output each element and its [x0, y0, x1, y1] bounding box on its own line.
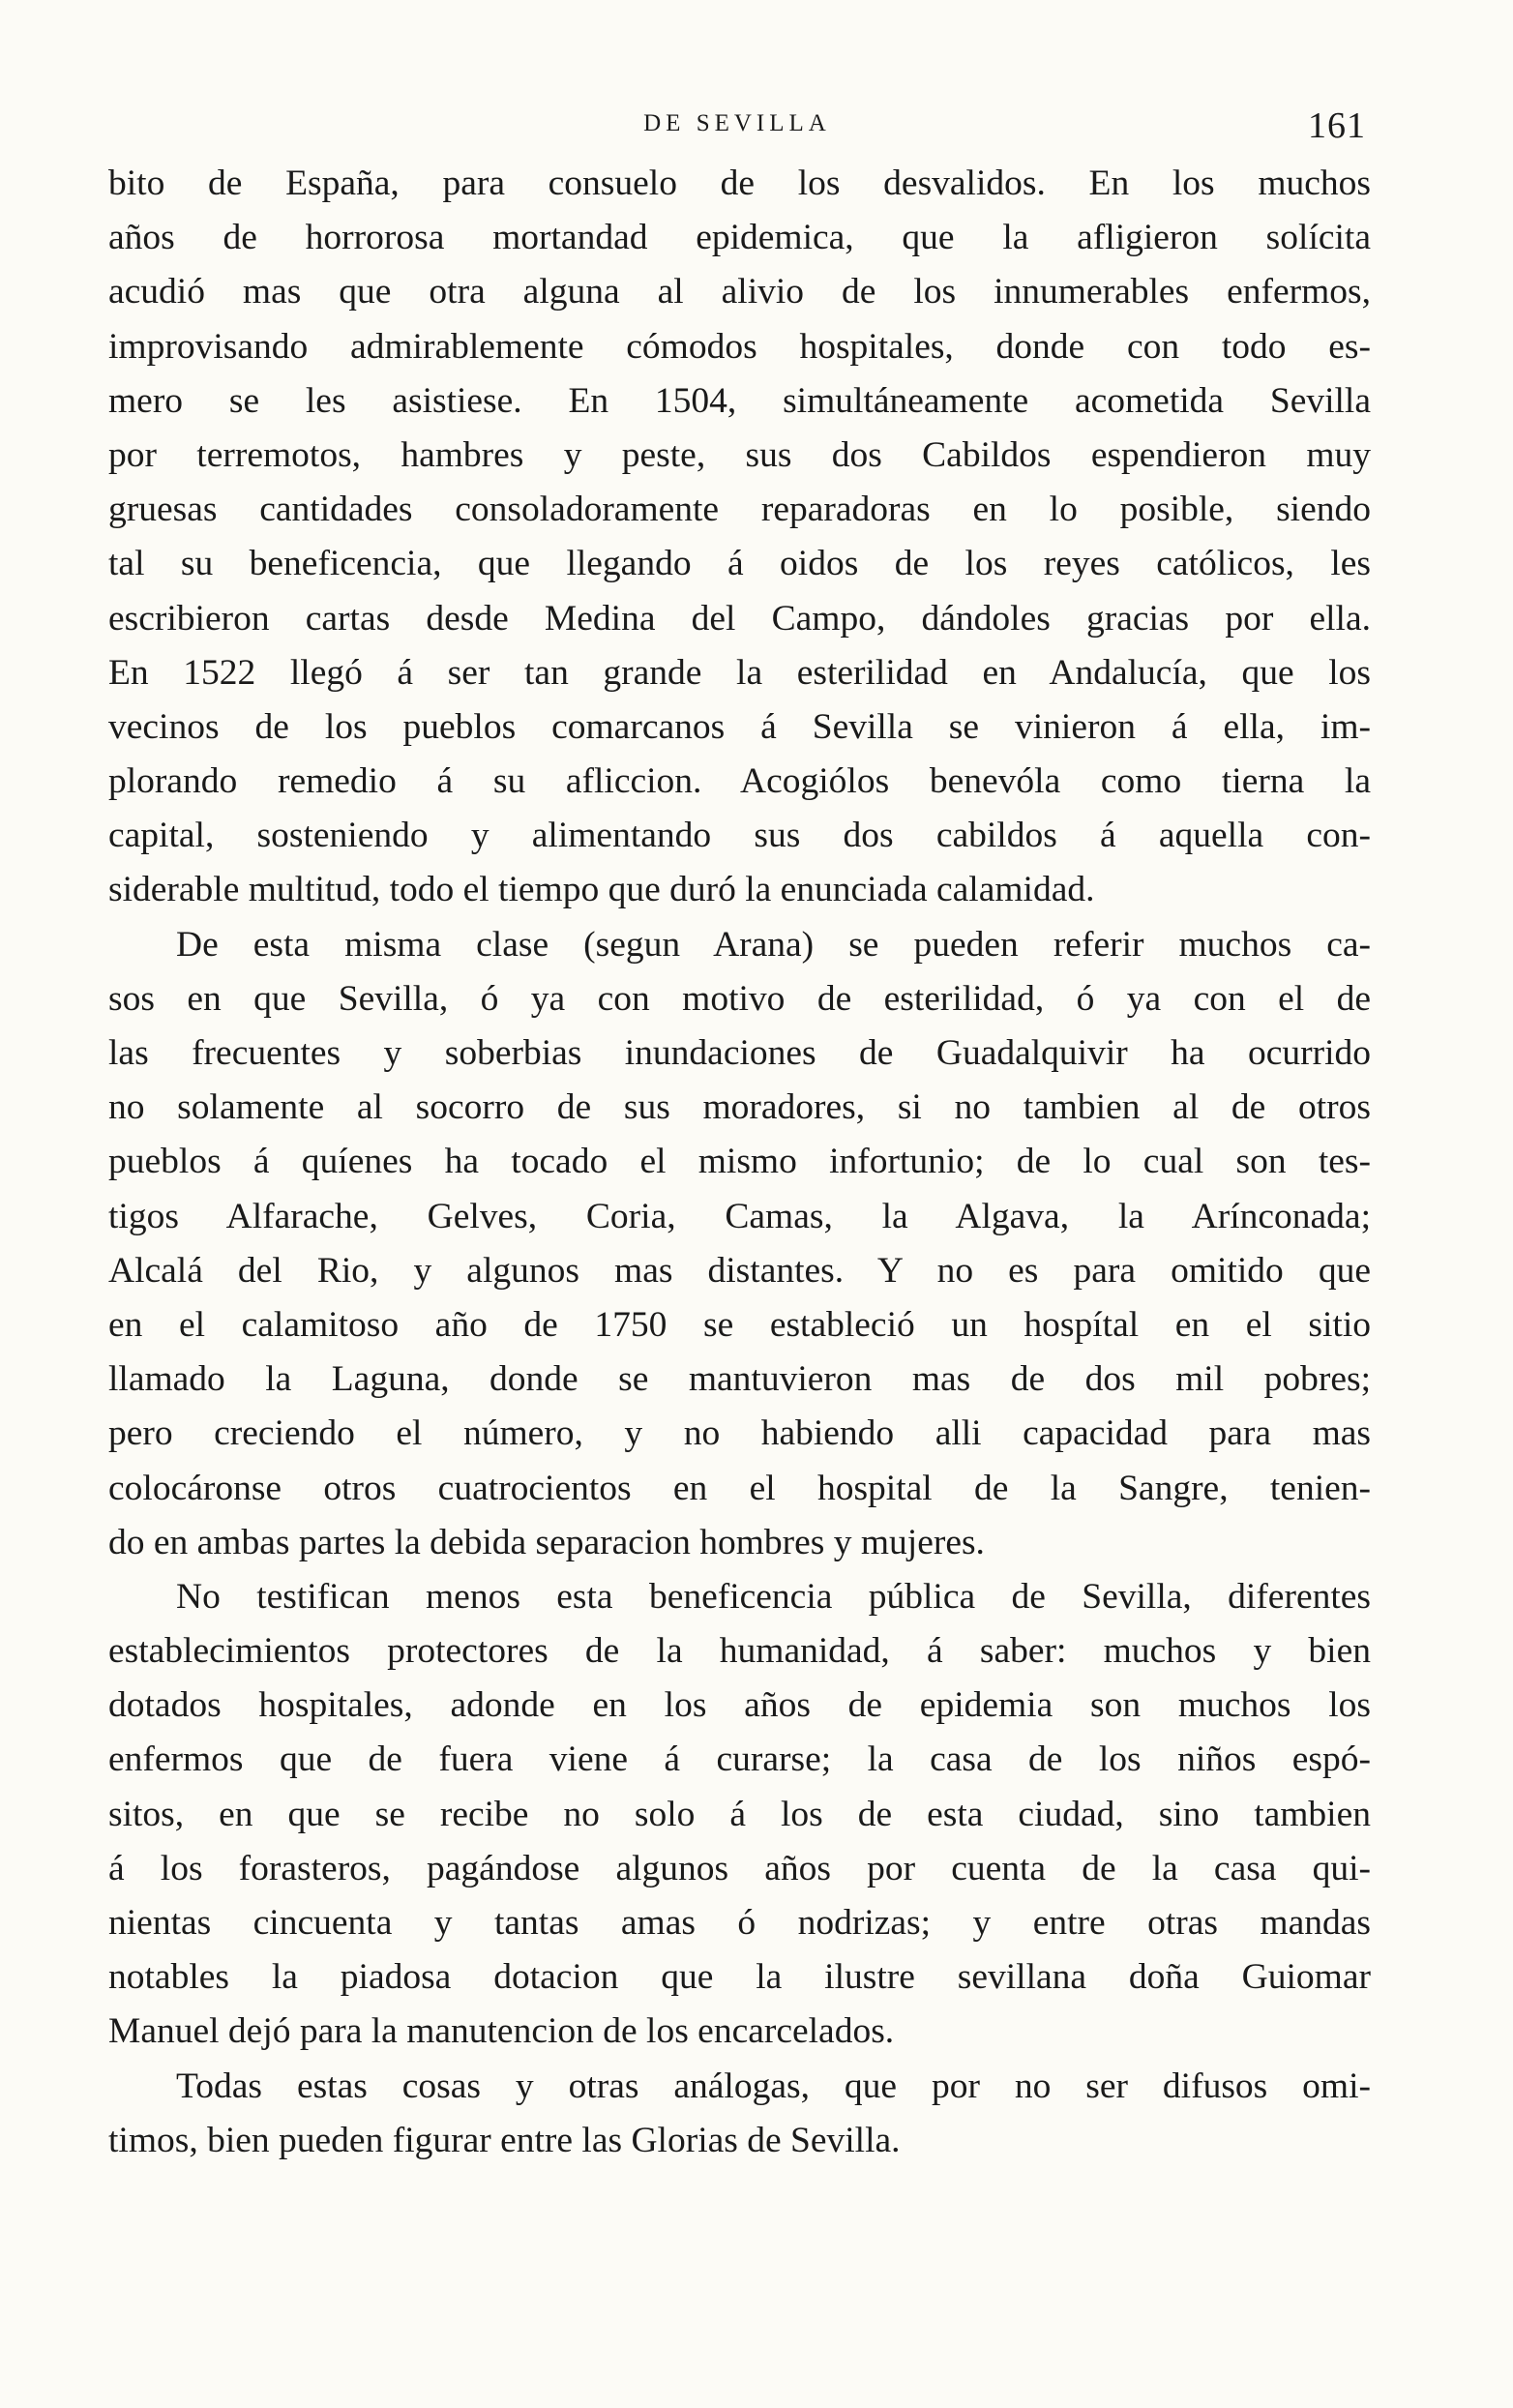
running-title: DE SEVILLA — [643, 110, 831, 136]
text-line: sitos, en que se recibe no solo á los de esta ciudad, sino tambien — [108, 1794, 1371, 1834]
text-line: Manuel dejó para la manutencion de los encarcelados. — [108, 2011, 895, 2052]
text-line: improvisando admirablemente cómodos hospitales, donde con todo es- — [108, 326, 1371, 367]
text-line: escribieron cartas desde Medina del Campo, dándoles gracias por ella. — [108, 598, 1371, 639]
text-line: mero se les asistiese. En 1504, simultáneamente acometida Sevilla — [108, 380, 1371, 421]
text-line: llamado la Laguna, donde se mantuvieron mas de dos mil pobres; — [108, 1359, 1371, 1400]
text-line: nientas cincuenta y tantas amas ó nodrizas; y entre otras mandas — [108, 1903, 1371, 1943]
text-line: bito de España, para consuelo de los desvalidos. En los muchos — [108, 164, 1371, 203]
text-line: vecinos de los pueblos comarcanos á Sevilla se vinieron á ella, im- — [108, 706, 1371, 747]
running-header — [108, 104, 1366, 146]
text-line: años de horrorosa mortandad epidemica, que la afligieron solícita — [108, 218, 1371, 258]
text-line: dotados hospitales, adonde en los años de epidemia son muchos los — [108, 1685, 1371, 1726]
text-line: establecimientos protectores de la humanidad, á saber: muchos y bien — [108, 1631, 1371, 1672]
text-line: En 1522 llegó á ser tan grande la esterilidad en Andalucía, que los — [108, 652, 1371, 693]
text-line: en el calamitoso año de 1750 se estableció un hospítal en el sitio — [108, 1304, 1371, 1345]
text-line: colocáronse otros cuatrocientos en el hospital de la Sangre, tenien- — [108, 1468, 1371, 1508]
page-number: 161 — [1308, 105, 1366, 146]
text-line: siderable multitud, todo el tiempo que duró la enunciada calamidad. — [108, 870, 1095, 910]
text-line: do en ambas partes la debida separacion hombres y mujeres. — [108, 1522, 985, 1562]
text-line: No testifican menos esta beneficencia pública de Sevilla, diferentes — [176, 1576, 1371, 1617]
text-line: enfermos que de fuera viene á curarse; la casa de los niños espó- — [108, 1739, 1371, 1780]
text-line: pueblos á quíenes ha tocado el mismo infortunio; de lo cual son tes- — [108, 1142, 1371, 1182]
text-line: plorando remedio á su afliccion. Acogiólos benevóla como tierna la — [108, 761, 1371, 802]
text-line: tigos Alfarache, Gelves, Coria, Camas, la Algava, la Arínconada; — [108, 1196, 1371, 1236]
text-line: capital, sosteniendo y alimentando sus dos cabildos á aquella con- — [108, 816, 1371, 856]
text-line: acudió mas que otra alguna al alivio de los innumerables enfermos, — [108, 272, 1371, 312]
text-line: no solamente al socorro de sus moradores, si no tambien al de otros — [108, 1087, 1371, 1128]
text-line: notables la piadosa dotacion que la ilustre sevillana doña Guiomar — [108, 1957, 1371, 1998]
text-line: sos en que Sevilla, ó ya con motivo de esterilidad, ó ya con el de — [108, 978, 1371, 1019]
text-line: á los forasteros, pagándose algunos años por cuenta de la casa qui- — [108, 1848, 1371, 1888]
body-text — [108, 157, 1371, 2168]
text-line: las frecuentes y soberbias inundaciones de Guadalquivir ha ocurrido — [108, 1033, 1371, 1073]
text-line: Alcalá del Rio, y algunos mas distantes. Y no es para omitido que — [108, 1250, 1371, 1291]
text-line: De esta misma clase (segun Arana) se pueden referir muchos ca- — [176, 924, 1371, 965]
text-line: Todas estas cosas y otras análogas, que por no ser difusos omi- — [176, 2066, 1371, 2106]
text-line: gruesas cantidades consoladoramente reparadoras en lo posible, siendo — [108, 490, 1371, 530]
text-line: timos, bien pueden figurar entre las Glorias de Sevilla. — [108, 2120, 901, 2160]
text-line: pero creciendo el número, y no habiendo alli capacidad para mas — [108, 1413, 1371, 1454]
text-line: tal su beneficencia, que llegando á oidos de los reyes católicos, les — [108, 544, 1371, 584]
text-line: por terremotos, hambres y peste, sus dos Cabildos espendieron muy — [108, 434, 1371, 475]
